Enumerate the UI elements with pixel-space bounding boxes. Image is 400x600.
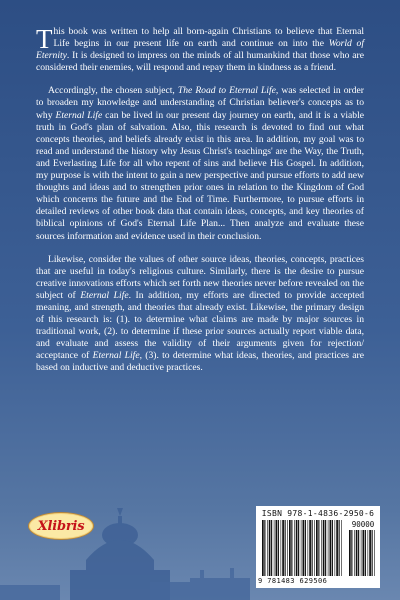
italic-title-text: Eternal Life — [80, 289, 129, 301]
barcode-bar — [356, 530, 358, 576]
barcode-bar — [309, 520, 311, 576]
barcode-bar — [358, 530, 359, 576]
italic-title-text: The Road to Eternal Life — [177, 85, 276, 97]
xlibris-logo — [28, 512, 94, 540]
barcode-bar — [285, 520, 286, 576]
barcode-bar — [305, 520, 306, 576]
barcode-bar — [325, 520, 326, 576]
barcode-bar — [294, 520, 295, 576]
ean13-barcode-bars — [262, 520, 344, 576]
barcode-bar — [262, 520, 264, 576]
drop-cap-letter: T — [36, 24, 53, 54]
barcode-bar — [312, 520, 313, 576]
blurb-text: Accordingly, the chosen subject, — [48, 85, 178, 97]
barcode-bar — [269, 520, 271, 576]
addon-barcode-bars — [349, 530, 377, 576]
barcode-bar — [368, 530, 369, 576]
barcode-bar — [318, 520, 319, 576]
barcode-bar — [374, 530, 375, 576]
barcode-bar — [363, 530, 365, 576]
barcode-bar — [372, 530, 373, 576]
barcode-bar — [308, 520, 309, 576]
barcode-bar — [298, 520, 299, 576]
barcode-bar — [282, 520, 284, 576]
barcode-bar — [354, 530, 355, 576]
barcode-bar — [291, 520, 292, 576]
barcode-bar — [264, 520, 265, 576]
blurb-text: , (3). to determine what ideas, theories, and practices are based on inductive and deductive practices. — [36, 350, 365, 374]
blurb-paragraph — [36, 26, 364, 74]
barcode-bar — [287, 520, 288, 576]
back-cover-blurb — [36, 26, 364, 386]
barcode-bar — [303, 520, 305, 576]
isbn-barcode — [256, 506, 380, 588]
italic-title-text: Eternal Life — [55, 109, 103, 121]
barcode-bar — [323, 520, 325, 576]
isbn-label: ISBN 978-1-4836-2950-6 — [261, 509, 375, 518]
barcode-bar — [289, 520, 291, 576]
blurb-text: . In addition, my efforts are directed to provide accepted meaning, and strength, and theories that already exist. Likewise, the primary design of this research is: (1). to determine what claims are made by major sources in traditional work, (2). to determine if these prior sources actually report viable data, and evaluate and assess the validity of their arguments given for rejection/ acceptance of — [36, 289, 364, 362]
barcode-bar — [335, 520, 336, 576]
barcode-bar — [267, 520, 268, 576]
barcode-bar — [328, 520, 329, 576]
publisher-logo-text: Xlibris — [37, 518, 85, 534]
barcode-bar — [349, 530, 351, 576]
blurb-paragraph — [36, 254, 364, 375]
barcode-bar — [281, 520, 282, 576]
barcode-bar — [369, 530, 371, 576]
barcode-bar — [296, 520, 298, 576]
italic-title-text: Eternal Life — [92, 350, 140, 362]
barcode-bar — [336, 520, 338, 576]
blurb-text: his book was written to help all born-again Christians to believe that Eternal Life begins in our present life on earth and continue on into the — [53, 26, 364, 50]
barcode-digits: 9 781483 629506 — [258, 577, 328, 585]
barcode-bar — [365, 530, 366, 576]
barcode-bar — [301, 520, 302, 576]
price-addon-code: 90000 — [351, 520, 375, 529]
barcode-bar — [278, 520, 279, 576]
barcode-bar — [276, 520, 278, 576]
barcode-bar — [351, 530, 352, 576]
barcode-bar — [361, 530, 362, 576]
blurb-text: , was selected in order to broaden my knowledge and understanding of Christian believer's concepts as to why — [36, 85, 365, 121]
blurb-text: . It is designed to impress on the minds of all humankind that those who are considered their enemies, will respond and repay them in kindness as a friend. — [36, 50, 364, 74]
barcode-bar — [341, 520, 342, 576]
blurb-paragraph — [36, 85, 364, 242]
barcode-bar — [339, 520, 340, 576]
barcode-bar — [271, 520, 272, 576]
barcode-bar — [330, 520, 332, 576]
barcode-bar — [314, 520, 315, 576]
barcode-bar — [332, 520, 333, 576]
barcode-bar — [316, 520, 318, 576]
blurb-text: Likewise, consider the values of other source ideas, theories, concepts, practices that are useful in today's religious culture. Similarly, there is the desire to pursue creative innovations efforts which set forth new theories never before revealed on the subject of — [36, 253, 364, 301]
italic-title-text: World of Eternity — [36, 38, 365, 62]
barcode-bar — [321, 520, 322, 576]
barcode-bar — [274, 520, 275, 576]
blurb-text: can be lived in our present day journey on earth, and it is a viable truth in God's plan of salvation. Also, this research is devoted to find out what concepts theories, and beliefs already exist in this area. In addition, my goal was to read and understand the history why Jesus Christ's teachings' are the Way, the Truth, and Everlasting Life for all who repent of sins and believe His Gospel. In addition, my purpose is with the intent to gain a new perspective and pursue efforts to add new thoughts and ideas and to strengthen prior ones in relation to the Kingdom of God which concerns the future and the End of Time. Furthermore, to pursue efforts in detailed reviews of other book data that contain ideas, concepts, and key theories of biblical opinions of God's Eternal Life Plan... Then analyze and evaluate these sources information and evidence used in their conclusion. — [36, 109, 365, 242]
